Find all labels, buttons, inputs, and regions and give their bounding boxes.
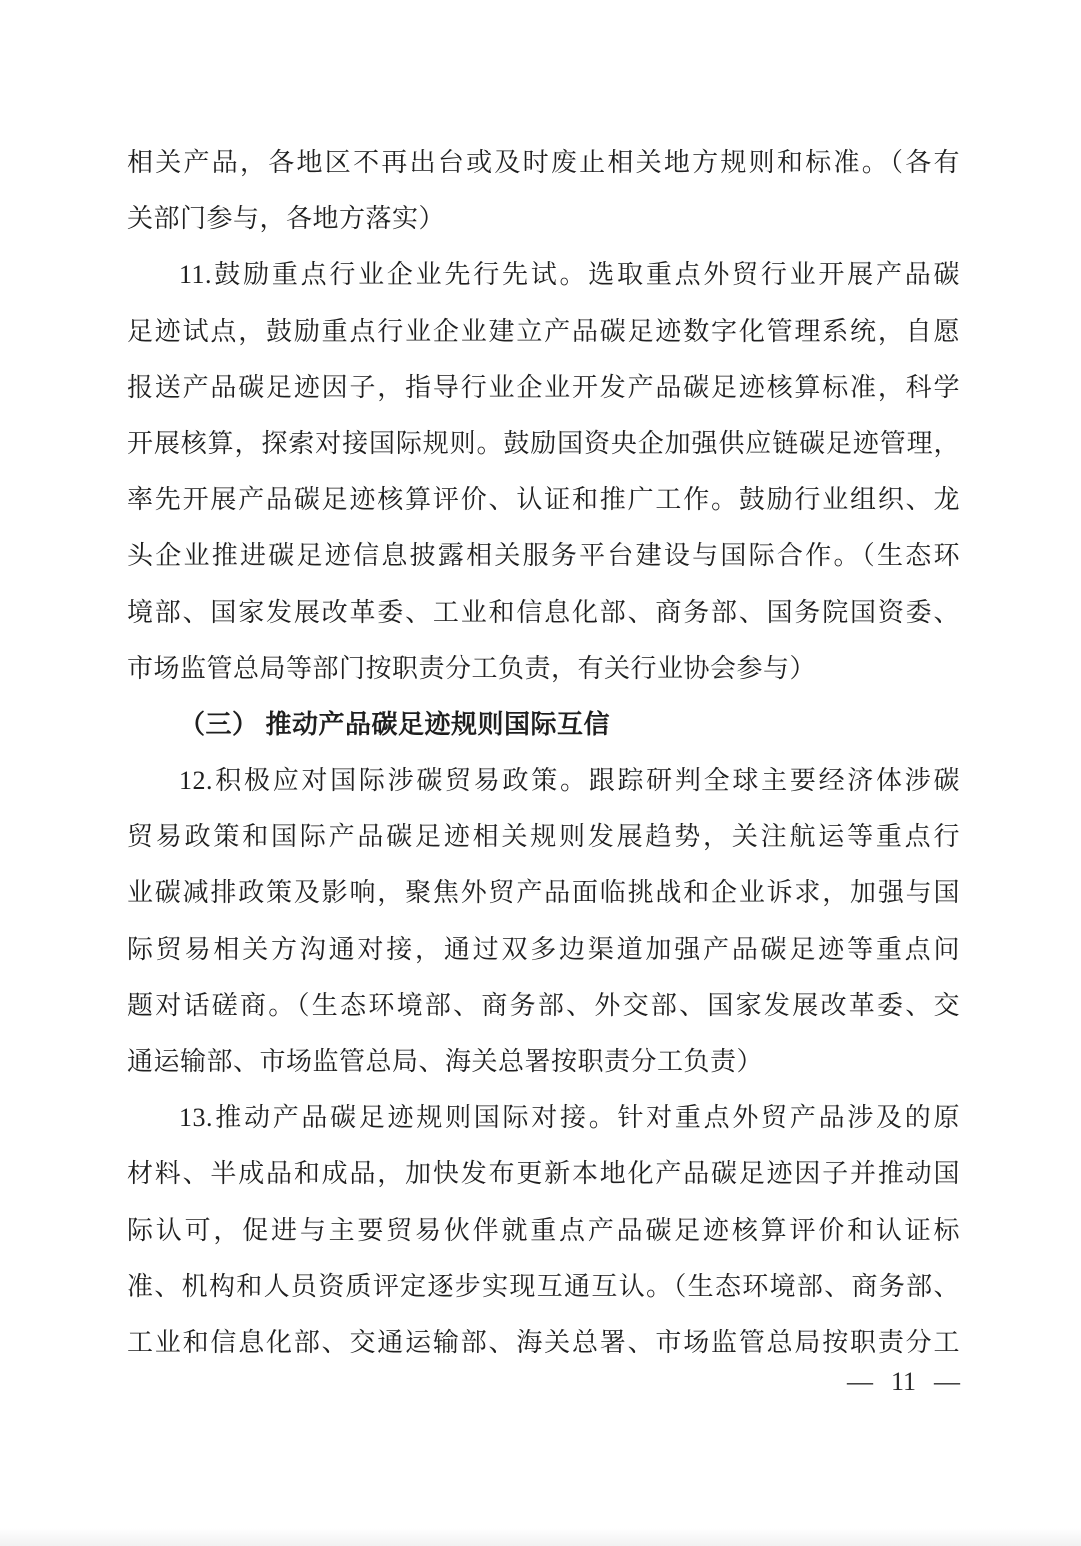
page-bottom-edge-shadow: [0, 1528, 1081, 1546]
text-line: 际贸易相关方沟通对接，通过双多边渠道加强产品碳足迹等重点问: [127, 934, 960, 964]
text-line: 境部、国家发展改革委、工业和信息化部、商务部、国务院国资委、: [127, 597, 960, 627]
text-line: 工业和信息化部、交通运输部、海关总署、市场监管总局按职责分工: [127, 1327, 960, 1357]
page-number: 11: [890, 1367, 916, 1396]
text-line: 题对话磋商。（生态环境部、商务部、外交部、国家发展改革委、交: [127, 990, 960, 1020]
text-line: 相关产品，各地区不再出台或及时废止相关地方规则和标准。（各有: [127, 148, 960, 177]
page-number-footer: [847, 1362, 960, 1402]
text-line: 准、机构和人员资质评定逐步实现互通互认。（生态环境部、商务部、: [127, 1271, 960, 1301]
paragraph-start-line: 12.积极应对国际涉碳贸易政策。跟踪研判全球主要经济体涉碳: [179, 766, 960, 796]
text-line: 贸易政策和国际产品碳足迹相关规则发展趋势，关注航运等重点行: [127, 822, 960, 852]
paragraph-start-line: 11.鼓励重点行业企业先行先试。选取重点外贸行业开展产品碳: [179, 260, 960, 290]
text-line: 率先开展产品碳足迹核算评价、认证和推广工作。鼓励行业组织、龙: [127, 485, 960, 515]
text-line: 足迹试点，鼓励重点行业企业建立产品碳足迹数字化管理系统，自愿: [127, 316, 960, 346]
text-line: 报送产品碳足迹因子，指导行业企业开发产品碳足迹核算标准，科学: [127, 372, 960, 402]
text-line: 通运输部、市场监管总局、海关总署按职责分工负责）: [127, 1047, 764, 1076]
document-body: [127, 135, 960, 1371]
paragraph-start-line: 13.推动产品碳足迹规则国际对接。针对重点外贸产品涉及的原: [179, 1103, 960, 1133]
section-heading: （三） 推动产品碳足迹规则国际互信: [179, 709, 611, 739]
footer-dash-left: —: [846, 1367, 873, 1396]
text-line: 头企业推进碳足迹信息披露相关服务平台建设与国际合作。（生态环: [127, 541, 960, 571]
footer-dash-right: —: [934, 1367, 960, 1396]
text-line: 际认可，促进与主要贸易伙伴就重点产品碳足迹核算评价和认证标: [127, 1215, 960, 1245]
text-line: 市场监管总局等部门按职责分工负责，有关行业协会参与）: [127, 653, 817, 683]
text-line: 关部门参与，各地方落实）: [127, 204, 446, 234]
text-line: 开展核算，探索对接国际规则。鼓励国资央企加强供应链碳足迹管理，: [127, 428, 960, 458]
text-line: 材料、半成品和成品，加快发布更新本地化产品碳足迹因子并推动国: [127, 1159, 960, 1189]
text-line: 业碳减排政策及影响，聚焦外贸产品面临挑战和企业诉求，加强与国: [127, 878, 960, 908]
